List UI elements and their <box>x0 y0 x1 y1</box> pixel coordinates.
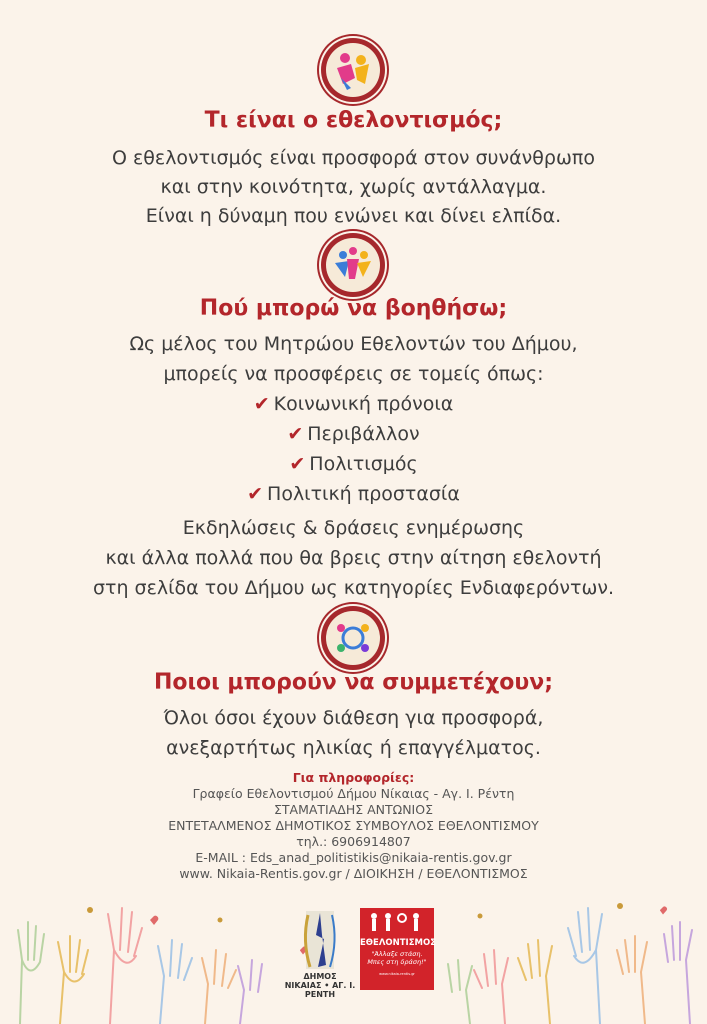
list-item <box>0 422 707 446</box>
volunteer-slogan: Μπες στη δράση!" <box>367 958 427 966</box>
list-item-label: Πολιτική προστασία <box>267 483 460 505</box>
section1-heading: Τι είναι ο εθελοντισμός; <box>204 108 503 133</box>
section2-intro-line: μπορείς να προσφέρεις σε τομείς όπως: <box>163 363 544 385</box>
section1-line: Είναι η δύναμη που ενώνει και δίνει ελπίδα. <box>145 205 562 227</box>
section1-line: Ο εθελοντισμός είναι προσφορά στον συνάνθρωπο <box>112 147 595 169</box>
volunteer-logo <box>360 908 437 990</box>
municipality-line1: ΔΗΜΟΣ <box>303 972 337 981</box>
info-email[interactable]: E-MAIL : Eds_anad_politistikis@nikaia-rentis.gov.gr <box>195 850 512 865</box>
list-item-label: Περιβάλλον <box>307 423 420 445</box>
check-icon: ✔ <box>247 483 264 505</box>
community-badge-icon <box>321 606 385 670</box>
section2-intro-line: Ως μέλος του Μητρώου Εθελοντών του Δήμου, <box>129 333 578 355</box>
list-item <box>0 452 707 476</box>
check-icon: ✔ <box>287 423 304 445</box>
section2-heading: Πού μπορώ να βοηθήσω; <box>199 296 508 321</box>
info-line: ΕΝΤΕΤΑΛΜΕΝΟΣ ΔΗΜΟΤΙΚΟΣ ΣΥΜΒΟΥΛΟΣ ΕΘΕΛΟΝΤΙΣΜΟΥ <box>168 818 539 833</box>
helping-badge-icon <box>321 233 385 297</box>
info-website[interactable]: www. Nikaia-Rentis.gov.gr / ΔΙΟΙΚΗΣΗ / ΕΘΕΛΟΝΤΙΣΜΟΣ <box>179 866 528 881</box>
section3-heading: Ποιοι μπορούν να συμμετέχουν; <box>153 670 554 695</box>
section2-outro-line: Εκδηλώσεις & δράσεις ενημέρωσης <box>182 517 525 539</box>
municipality-line2: ΝΙΚΑΙΑΣ • ΑΓ. Ι. ΡΕΝΤΗ <box>284 981 356 999</box>
volunteer-url: www.nikaia-rentis.gr <box>379 972 415 976</box>
section1-line: και στην κοινότητα, χωρίς αντάλλαγμα. <box>160 176 547 198</box>
section3-line: Όλοι όσοι έχουν διάθεση για προσφορά, <box>163 707 544 729</box>
check-icon: ✔ <box>289 453 306 475</box>
volunteer-title: ΕΘΕΛΟΝΤΙΣΜΟΣ <box>360 938 437 948</box>
info-line: ΣΤΑΜΑΤΙΑΔΗΣ ΑΝΤΩΝΙΟΣ <box>274 802 433 817</box>
list-item-label: Πολιτισμός <box>309 453 418 475</box>
list-item <box>0 482 707 506</box>
volunteer-slogan: "Άλλαξε στάση. <box>371 950 423 958</box>
info-line: Γραφείο Εθελοντισμού Δήμου Νίκαιας - Αγ. Ι. Ρέντη <box>192 786 515 801</box>
list-item <box>0 392 707 416</box>
list-item-label: Κοινωνική πρόνοια <box>273 393 454 415</box>
section2-outro-line: και άλλα πολλά που θα βρεις στην αίτηση εθελοντή <box>105 547 602 569</box>
info-line: τηλ.: 6906914807 <box>296 834 411 849</box>
volunteers-badge-icon <box>321 38 385 102</box>
check-icon: ✔ <box>253 393 270 415</box>
section2-outro-line: στη σελίδα του Δήμου ως κατηγορίες Ενδιαφερόντων. <box>92 577 615 599</box>
municipality-logo-text <box>270 972 370 999</box>
section3-line: ανεξαρτήτως ηλικίας ή επαγγέλματος. <box>166 737 541 759</box>
volunteer-figures-icon <box>360 910 434 938</box>
info-title: Για πληροφορίες: <box>292 770 415 785</box>
